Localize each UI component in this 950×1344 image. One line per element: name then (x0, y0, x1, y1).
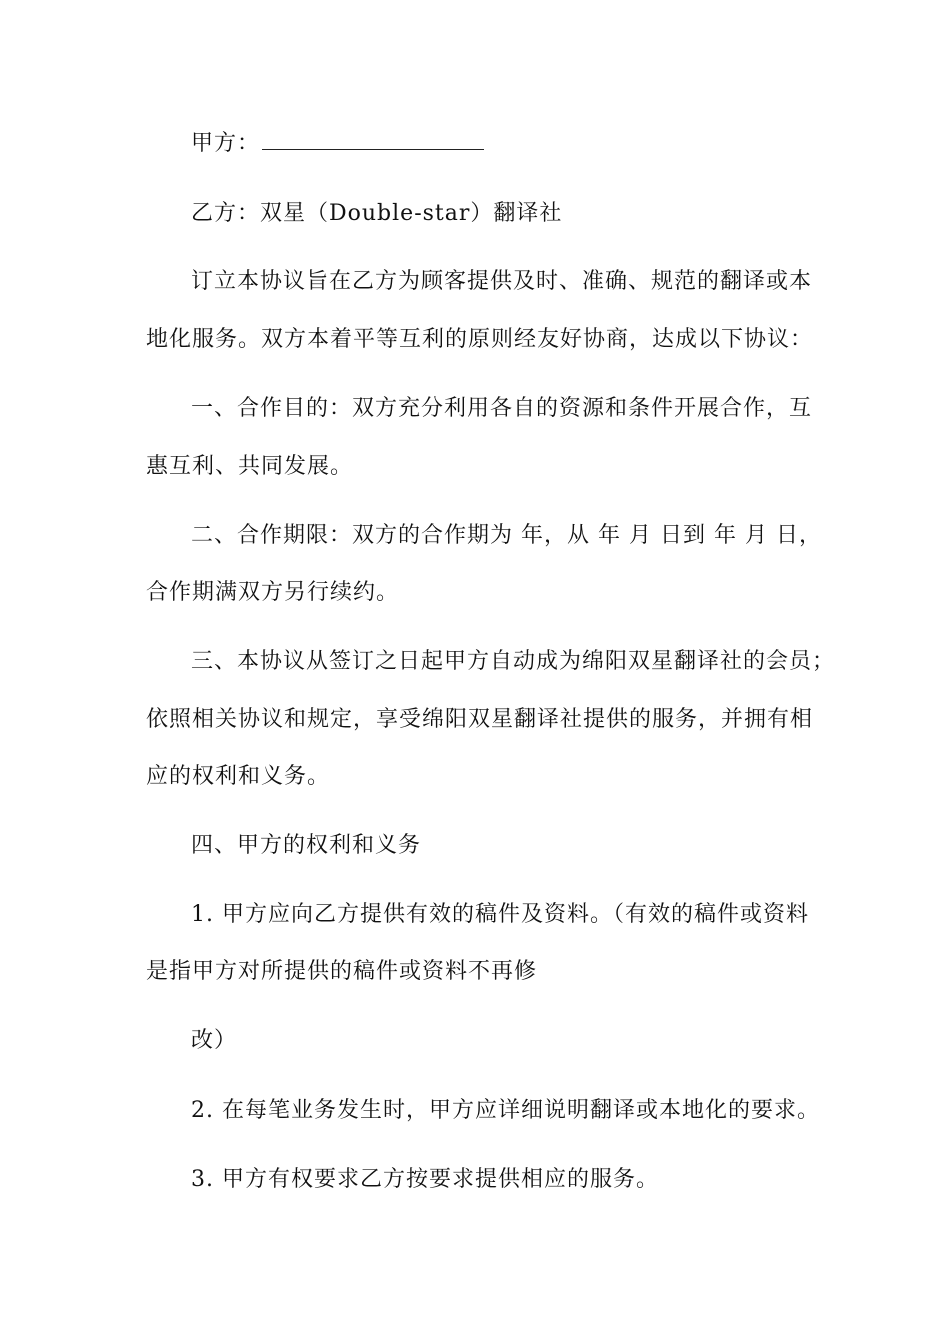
party-b-line: 乙方：双星（Double-star）翻译社 (191, 201, 563, 226)
party-a-label: 甲方： (191, 131, 261, 156)
item-1-line-2: 是指甲方对所提供的稿件或资料不再修 (146, 959, 538, 984)
item-2-line: 2. 在每笔业务发生时，甲方应详细说明翻译或本地化的要求。 (191, 1098, 820, 1123)
clause-3-line-1: 三、本协议从签订之日起甲方自动成为绵阳双星翻译社的会员； (191, 649, 836, 674)
clause-3-line-2: 依照相关协议和规定，享受绵阳双星翻译社提供的服务，并拥有相 (146, 707, 814, 732)
intro-line-1: 订立本协议旨在乙方为顾客提供及时、准确、规范的翻译或本 (191, 269, 813, 294)
clause-2-line-1: 二、合作期限：双方的合作期为 年，从 年 月 日到 年 月 日， (191, 523, 822, 548)
party-a-blank-field (262, 131, 484, 150)
clause-1-line-1: 一、合作目的：双方充分利用各自的资源和条件开展合作，互 (191, 396, 813, 421)
clause-4-heading: 四、甲方的权利和义务 (191, 833, 422, 858)
clause-3-line-3: 应的权利和义务。 (146, 764, 331, 789)
clause-1-line-2: 惠互利、共同发展。 (146, 454, 354, 479)
clause-2-line-2: 合作期满双方另行续约。 (146, 580, 400, 605)
item-3-line: 3. 甲方有权要求乙方按要求提供相应的服务。 (191, 1167, 659, 1192)
party-a-line (191, 130, 484, 158)
intro-line-2: 地化服务。双方本着平等互利的原则经友好协商，达成以下协议： (146, 327, 814, 352)
item-1-line-3: 改） (191, 1028, 238, 1053)
item-1-line-1: 1. 甲方应向乙方提供有效的稿件及资料。（有效的稿件或资料 (191, 902, 809, 927)
